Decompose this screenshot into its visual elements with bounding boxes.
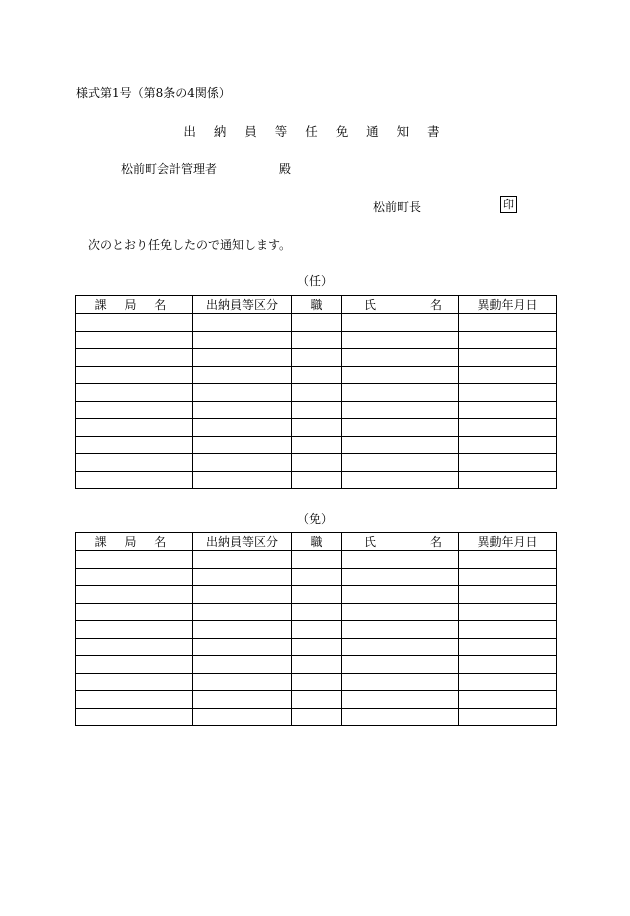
cell-position bbox=[292, 419, 342, 437]
cell-date bbox=[459, 366, 557, 384]
cell-name bbox=[342, 621, 459, 639]
col-header-name-part1: 氏 bbox=[363, 535, 376, 549]
cell-position bbox=[292, 314, 342, 332]
cell-category bbox=[193, 708, 292, 726]
cell-date bbox=[459, 454, 557, 472]
dismissal-section-label: （免） bbox=[296, 512, 333, 526]
cell-name bbox=[342, 349, 459, 367]
cell-dept bbox=[76, 656, 193, 674]
cell-position bbox=[292, 621, 342, 639]
col-header-dept: 課 局 名 bbox=[76, 533, 193, 551]
table-row bbox=[76, 551, 557, 569]
table-row bbox=[76, 673, 557, 691]
cell-name bbox=[342, 691, 459, 709]
cell-category bbox=[193, 331, 292, 349]
cell-dept bbox=[76, 551, 193, 569]
appointment-table bbox=[75, 295, 557, 489]
cell-position bbox=[292, 436, 342, 454]
cell-name bbox=[342, 586, 459, 604]
cell-dept bbox=[76, 436, 193, 454]
cell-position bbox=[292, 349, 342, 367]
cell-dept bbox=[76, 471, 193, 489]
cell-date bbox=[459, 314, 557, 332]
cell-dept bbox=[76, 384, 193, 402]
cell-dept bbox=[76, 568, 193, 586]
appointment-section-label: （任） bbox=[296, 274, 333, 288]
cell-position bbox=[292, 384, 342, 402]
cell-position bbox=[292, 638, 342, 656]
cell-position bbox=[292, 586, 342, 604]
cell-name bbox=[342, 603, 459, 621]
cell-date bbox=[459, 331, 557, 349]
cell-position bbox=[292, 366, 342, 384]
cell-date bbox=[459, 349, 557, 367]
table-row bbox=[76, 691, 557, 709]
col-header-name-part2: 名 bbox=[429, 535, 442, 549]
cell-dept bbox=[76, 419, 193, 437]
cell-position bbox=[292, 708, 342, 726]
cell-date bbox=[459, 621, 557, 639]
cell-name bbox=[342, 331, 459, 349]
cell-category bbox=[193, 349, 292, 367]
col-header-name-part1: 氏 bbox=[363, 298, 376, 312]
cell-category bbox=[193, 454, 292, 472]
table-row bbox=[76, 436, 557, 454]
cell-date bbox=[459, 471, 557, 489]
cell-dept bbox=[76, 621, 193, 639]
addressee-name: 松前町会計管理者 bbox=[121, 162, 218, 176]
cell-name bbox=[342, 419, 459, 437]
col-header-position: 職 bbox=[292, 296, 342, 314]
col-header-name bbox=[342, 296, 459, 314]
cell-position bbox=[292, 691, 342, 709]
cell-category bbox=[193, 436, 292, 454]
cell-date bbox=[459, 691, 557, 709]
table-row bbox=[76, 349, 557, 367]
cell-dept bbox=[76, 366, 193, 384]
table-row bbox=[76, 568, 557, 586]
table-row bbox=[76, 708, 557, 726]
col-header-date: 異動年月日 bbox=[459, 296, 557, 314]
table-header-row bbox=[76, 296, 557, 314]
cell-dept bbox=[76, 603, 193, 621]
cell-date bbox=[459, 673, 557, 691]
cell-dept bbox=[76, 454, 193, 472]
seal-mark: 印 bbox=[500, 196, 517, 213]
cell-category bbox=[193, 384, 292, 402]
table-header-row bbox=[76, 533, 557, 551]
cell-category bbox=[193, 691, 292, 709]
cell-name bbox=[342, 436, 459, 454]
cell-date bbox=[459, 436, 557, 454]
table-row bbox=[76, 454, 557, 472]
table-row bbox=[76, 331, 557, 349]
cell-dept bbox=[76, 331, 193, 349]
cell-name bbox=[342, 366, 459, 384]
col-header-position: 職 bbox=[292, 533, 342, 551]
cell-name bbox=[342, 454, 459, 472]
col-header-name bbox=[342, 533, 459, 551]
table-row bbox=[76, 656, 557, 674]
cell-category bbox=[193, 551, 292, 569]
dismissal-table bbox=[75, 532, 557, 726]
cell-dept bbox=[76, 673, 193, 691]
cell-dept bbox=[76, 401, 193, 419]
cell-name bbox=[342, 656, 459, 674]
table-row bbox=[76, 638, 557, 656]
cell-category bbox=[193, 314, 292, 332]
cell-date bbox=[459, 419, 557, 437]
cell-name bbox=[342, 471, 459, 489]
col-header-category: 出納員等区分 bbox=[193, 296, 292, 314]
cell-category bbox=[193, 471, 292, 489]
cell-position bbox=[292, 401, 342, 419]
cell-date bbox=[459, 586, 557, 604]
cell-dept bbox=[76, 349, 193, 367]
notice-text: 次のとおり任免したので通知します。 bbox=[88, 238, 292, 252]
cell-date bbox=[459, 603, 557, 621]
cell-category bbox=[193, 366, 292, 384]
table-row bbox=[76, 314, 557, 332]
cell-category bbox=[193, 603, 292, 621]
cell-date bbox=[459, 568, 557, 586]
cell-name bbox=[342, 314, 459, 332]
cell-category bbox=[193, 401, 292, 419]
cell-category bbox=[193, 673, 292, 691]
document-title: 出 納 員 等 任 免 通 知 書 bbox=[183, 124, 447, 139]
addressee-honorific: 殿 bbox=[279, 162, 292, 176]
cell-name bbox=[342, 384, 459, 402]
cell-name bbox=[342, 551, 459, 569]
table-row bbox=[76, 419, 557, 437]
cell-dept bbox=[76, 691, 193, 709]
cell-date bbox=[459, 656, 557, 674]
table-row bbox=[76, 471, 557, 489]
cell-date bbox=[459, 638, 557, 656]
cell-dept bbox=[76, 314, 193, 332]
cell-position bbox=[292, 603, 342, 621]
cell-name bbox=[342, 401, 459, 419]
cell-name bbox=[342, 568, 459, 586]
cell-dept bbox=[76, 586, 193, 604]
cell-name bbox=[342, 708, 459, 726]
cell-position bbox=[292, 471, 342, 489]
cell-category bbox=[193, 656, 292, 674]
col-header-dept: 課 局 名 bbox=[76, 296, 193, 314]
cell-date bbox=[459, 401, 557, 419]
cell-position bbox=[292, 656, 342, 674]
cell-category bbox=[193, 586, 292, 604]
cell-position bbox=[292, 568, 342, 586]
cell-category bbox=[193, 419, 292, 437]
table-row bbox=[76, 586, 557, 604]
cell-dept bbox=[76, 638, 193, 656]
cell-category bbox=[193, 568, 292, 586]
col-header-name-part2: 名 bbox=[429, 298, 442, 312]
cell-name bbox=[342, 638, 459, 656]
table-row bbox=[76, 621, 557, 639]
table-row bbox=[76, 401, 557, 419]
cell-position bbox=[292, 331, 342, 349]
col-header-category: 出納員等区分 bbox=[193, 533, 292, 551]
col-header-date: 異動年月日 bbox=[459, 533, 557, 551]
table-row bbox=[76, 603, 557, 621]
cell-dept bbox=[76, 708, 193, 726]
form-number: 様式第1号（第8条の4関係） bbox=[76, 86, 231, 100]
cell-date bbox=[459, 708, 557, 726]
table-row bbox=[76, 366, 557, 384]
cell-category bbox=[193, 621, 292, 639]
cell-date bbox=[459, 384, 557, 402]
cell-position bbox=[292, 551, 342, 569]
cell-date bbox=[459, 551, 557, 569]
cell-name bbox=[342, 673, 459, 691]
cell-category bbox=[193, 638, 292, 656]
table-row bbox=[76, 384, 557, 402]
cell-position bbox=[292, 673, 342, 691]
cell-position bbox=[292, 454, 342, 472]
issuer-name: 松前町長 bbox=[373, 200, 422, 214]
